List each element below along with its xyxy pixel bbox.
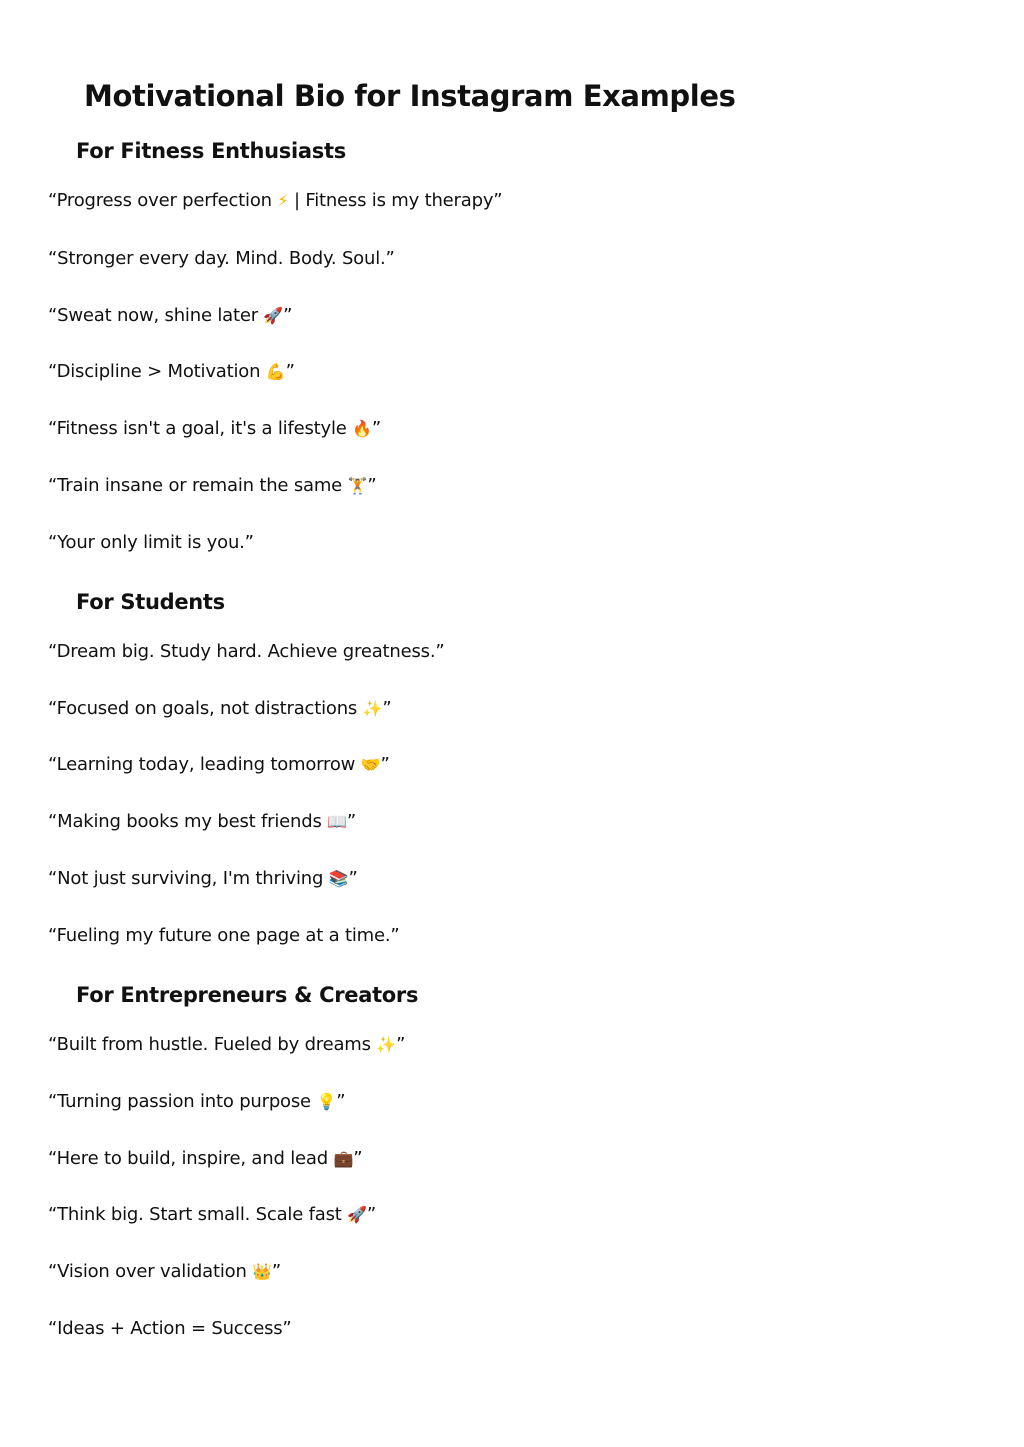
bio-line: [48, 866, 358, 892]
bio-text-tail: ”: [271, 1261, 282, 1282]
bio-text-tail: ”: [396, 1034, 406, 1055]
bio-line: [48, 1259, 281, 1285]
bio-text: “Sweat now, shine later: [48, 305, 264, 326]
open-book-icon: 📖: [327, 812, 347, 831]
bio-text-tail: ”: [371, 418, 382, 439]
bio-text: “Your only limit is you.”: [48, 532, 254, 553]
books-icon: 📚: [328, 869, 349, 888]
bio-text: “Focused on goals, not distractions: [48, 698, 363, 719]
bio-line: [48, 416, 381, 442]
bio-line: [48, 1146, 362, 1172]
bio-line: [48, 1316, 292, 1342]
bio-text: “Progress over perfection: [48, 190, 278, 211]
light-bulb-icon: 💡: [316, 1092, 337, 1111]
bio-text-tail: ”: [353, 1148, 363, 1169]
lightning-bolt-icon: ⚡: [277, 191, 289, 210]
bio-text: “Learning today, leading tomorrow: [48, 754, 361, 775]
bio-line: [48, 1032, 405, 1058]
bio-line: [48, 752, 390, 778]
bio-text-tail: ”: [348, 868, 358, 889]
handshake-icon: 🤝: [360, 755, 381, 774]
bio-text-tail: ”: [346, 811, 357, 832]
fire-icon: 🔥: [352, 419, 372, 438]
bio-line: [48, 809, 356, 835]
bio-text: “Stronger every day. Mind. Body. Soul.”: [48, 248, 395, 269]
bio-text: “Think big. Start small. Scale fast: [48, 1204, 348, 1225]
bio-text: “Ideas + Action = Success”: [48, 1318, 292, 1339]
section-heading-entrepreneurs: For Entrepreneurs & Creators: [76, 983, 419, 1007]
bio-line: [48, 1089, 345, 1115]
section-heading-fitness: For Fitness Enthusiasts: [76, 139, 346, 163]
bio-text-tail: ”: [336, 1091, 346, 1112]
bio-line: [48, 1202, 376, 1228]
bio-text: “Fitness isn't a goal, it's a lifestyle: [48, 418, 353, 439]
bio-text: “Built from hustle. Fueled by dreams: [48, 1034, 377, 1055]
bio-text-tail: ”: [367, 475, 377, 496]
bio-text: “Train insane or remain the same: [48, 475, 348, 496]
bio-text-tail: | Fitness is my therapy”: [288, 190, 503, 211]
bio-line: [48, 188, 502, 214]
bio-text-tail: ”: [382, 698, 392, 719]
bio-text: “Not just surviving, I'm thriving: [48, 868, 329, 889]
flexed-biceps-icon: 💪: [265, 362, 286, 381]
page-title: Motivational Bio for Instagram Examples: [84, 79, 736, 113]
bio-line: [48, 246, 395, 272]
bio-text: “Vision over validation: [48, 1261, 253, 1282]
sparkles-icon: ✨: [376, 1035, 397, 1054]
bio-text-tail: ”: [283, 305, 293, 326]
section-heading-students: For Students: [76, 590, 225, 614]
bio-text-tail: ”: [380, 754, 390, 775]
briefcase-icon: 💼: [333, 1149, 354, 1168]
bio-text: “Dream big. Study hard. Achieve greatness.”: [48, 641, 445, 662]
bio-text: “Discipline > Motivation: [48, 361, 266, 382]
bio-line: [48, 923, 399, 949]
bio-line: [48, 303, 292, 329]
bio-line: [48, 530, 254, 556]
rocket-icon: 🚀: [347, 1205, 367, 1224]
bio-text: “Fueling my future one page at a time.”: [48, 925, 400, 946]
bio-line: [48, 359, 295, 385]
bio-line: [48, 639, 444, 665]
bio-line: [48, 473, 376, 499]
weight-lifter-icon: 🏋: [347, 476, 368, 495]
bio-text: “Making books my best friends: [48, 811, 328, 832]
crown-icon: 👑: [252, 1262, 272, 1281]
rocket-icon: 🚀: [263, 306, 284, 325]
bio-text-tail: ”: [285, 361, 295, 382]
sparkles-icon: ✨: [362, 699, 383, 718]
bio-text: “Here to build, inspire, and lead: [48, 1148, 334, 1169]
bio-line: [48, 696, 391, 722]
bio-text-tail: ”: [366, 1204, 377, 1225]
bio-text: “Turning passion into purpose: [48, 1091, 317, 1112]
